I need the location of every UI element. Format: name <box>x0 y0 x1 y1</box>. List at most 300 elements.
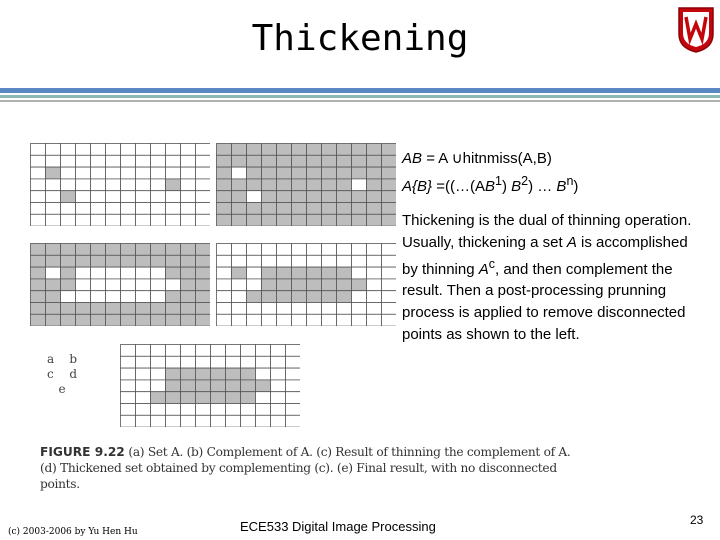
grid-cell-empty <box>166 415 181 427</box>
grid-cell-filled <box>367 144 382 156</box>
grid-cell-empty <box>226 345 241 357</box>
grid-cell-empty <box>136 144 151 156</box>
grid-cell-empty <box>196 415 211 427</box>
grid-cell-empty <box>262 255 277 267</box>
grid-cell-filled <box>382 155 397 167</box>
grid-cell-filled <box>46 167 61 179</box>
grid-cell-empty <box>247 191 262 203</box>
grid-cell-filled <box>352 155 367 167</box>
grid-cell-filled <box>352 279 367 291</box>
grid-cell-filled <box>61 255 76 267</box>
grid-cell-filled <box>307 155 322 167</box>
header-rule-teal <box>0 95 720 98</box>
formula2-dots: ) … <box>528 178 557 195</box>
grid-cell-empty <box>337 255 352 267</box>
grid-cell-filled <box>277 203 292 215</box>
grid-cell-empty <box>136 279 151 291</box>
grid-cell-filled <box>31 267 46 279</box>
grid-cell-filled <box>76 303 91 315</box>
grid-cell-filled <box>196 368 211 380</box>
grid-cell-empty <box>232 244 247 256</box>
grid-cell-empty <box>256 368 271 380</box>
grid-cell-empty <box>121 392 136 404</box>
grid-cell-filled <box>262 214 277 226</box>
grid-cell-empty <box>382 255 397 267</box>
grid-cell-filled <box>352 214 367 226</box>
grid-cell-filled <box>211 380 226 392</box>
grid-cell-empty <box>217 291 232 303</box>
grid-cell-empty <box>232 167 247 179</box>
grid-cell-empty <box>76 214 91 226</box>
grid-cell-empty <box>106 203 121 215</box>
grid-cell-filled <box>166 392 181 404</box>
grid-cell-filled <box>121 255 136 267</box>
grid-cell-empty <box>286 392 301 404</box>
grid-cell-filled <box>247 203 262 215</box>
grid-cell-filled <box>166 303 181 315</box>
grid-cell-empty <box>286 380 301 392</box>
grid-cell-empty <box>136 345 151 357</box>
grid-cell-filled <box>277 144 292 156</box>
grid-cell-filled <box>262 179 277 191</box>
grid-cell-empty <box>256 404 271 416</box>
grid-cell-empty <box>91 179 106 191</box>
grid-cell-empty <box>262 314 277 326</box>
grid-cell-empty <box>106 155 121 167</box>
grid-cell-empty <box>151 279 166 291</box>
grid-cell-filled <box>196 255 211 267</box>
grid-cell-empty <box>367 314 382 326</box>
grid-cell-empty <box>121 191 136 203</box>
grid-cell-filled <box>196 244 211 256</box>
grid-cell-filled <box>367 191 382 203</box>
grid-cell-empty <box>226 415 241 427</box>
grid-cell-empty <box>91 267 106 279</box>
grid-cell-empty <box>91 214 106 226</box>
grid-cell-filled <box>307 214 322 226</box>
grid-cell-empty <box>277 303 292 315</box>
grid-cell-filled <box>322 179 337 191</box>
grid-cell-empty <box>286 356 301 368</box>
grid-cell-empty <box>211 404 226 416</box>
grid-cell-empty <box>382 291 397 303</box>
grid-cell-empty <box>136 179 151 191</box>
grid-cell-empty <box>181 214 196 226</box>
grid-cell-empty <box>121 214 136 226</box>
grid-cell-filled <box>196 303 211 315</box>
desc-part-1: Thickening is the dual of thinning operation. Usually, thickening a set <box>402 212 692 251</box>
grid-cell-empty <box>76 167 91 179</box>
grid-cell-filled <box>76 255 91 267</box>
grid-cell-empty <box>166 356 181 368</box>
grid-cell-empty <box>136 415 151 427</box>
grid-cell-filled <box>352 203 367 215</box>
grid-cell-empty <box>61 179 76 191</box>
grid-cell-empty <box>121 267 136 279</box>
grid-cell-filled <box>292 179 307 191</box>
grid-cell-empty <box>181 404 196 416</box>
grid-cell-empty <box>196 203 211 215</box>
grid-cell-empty <box>151 368 166 380</box>
formula2-mid: ) <box>501 178 512 195</box>
grid-cell-filled <box>136 244 151 256</box>
grid-cell-filled <box>307 267 322 279</box>
grid-cell-filled <box>367 167 382 179</box>
grid-cell-filled <box>277 279 292 291</box>
grid-cell-filled <box>382 167 397 179</box>
grid-cell-empty <box>106 214 121 226</box>
grid-cell-filled <box>262 203 277 215</box>
grid-cell-filled <box>121 303 136 315</box>
grid-cell-filled <box>337 179 352 191</box>
grid-cell-empty <box>151 191 166 203</box>
grid-cell-empty <box>76 267 91 279</box>
grid-cell-empty <box>91 155 106 167</box>
grid-cell-filled <box>352 191 367 203</box>
formula2-sup1: 1 <box>494 174 502 188</box>
grid-cell-empty <box>256 345 271 357</box>
grid-cell-filled <box>151 392 166 404</box>
grid-cell-filled <box>367 203 382 215</box>
grid-cell-filled <box>382 179 397 191</box>
grid-cell-empty <box>337 244 352 256</box>
grid-cell-empty <box>151 167 166 179</box>
formula2-supn: n <box>566 174 574 188</box>
union-symbol: ∪ <box>451 150 463 167</box>
grid-cell-filled <box>232 191 247 203</box>
grid-cell-empty <box>286 368 301 380</box>
grid-cell-empty <box>232 279 247 291</box>
figure-panel-b <box>216 143 396 226</box>
grid-cell-filled <box>217 179 232 191</box>
grid-cell-empty <box>271 345 286 357</box>
grid-cell-empty <box>382 279 397 291</box>
figure-panel-a <box>30 143 210 226</box>
grid-cell-empty <box>196 214 211 226</box>
grid-cell-empty <box>241 345 256 357</box>
grid-cell-filled <box>151 314 166 326</box>
grid-cell-empty <box>217 279 232 291</box>
grid-cell-empty <box>136 155 151 167</box>
grid-cell-filled <box>46 279 61 291</box>
grid-cell-empty <box>367 267 382 279</box>
grid-cell-empty <box>382 303 397 315</box>
grid-cell-empty <box>196 345 211 357</box>
grid-cell-filled <box>382 144 397 156</box>
grid-cell-filled <box>151 303 166 315</box>
grid-cell-filled <box>292 191 307 203</box>
grid-cell-empty <box>121 345 136 357</box>
grid-cell-empty <box>91 144 106 156</box>
grid-cell-empty <box>367 244 382 256</box>
formula2-expansion: =((…(A <box>432 178 485 195</box>
page-number: 23 <box>690 513 704 527</box>
grid-cell-filled <box>307 167 322 179</box>
grid-cell-empty <box>121 415 136 427</box>
grid-cell-filled <box>292 167 307 179</box>
grid-cell-filled <box>241 380 256 392</box>
grid-cell-filled <box>106 314 121 326</box>
formula-set-a: A <box>402 150 413 167</box>
grid-cell-filled <box>61 244 76 256</box>
grid-cell-filled <box>196 314 211 326</box>
grid-cell-filled <box>217 144 232 156</box>
grid-cell-empty <box>262 303 277 315</box>
grid-cell-filled <box>352 144 367 156</box>
grid-cell-filled <box>307 144 322 156</box>
grid-cell-empty <box>151 291 166 303</box>
grid-cell-empty <box>46 191 61 203</box>
grid-cell-filled <box>292 214 307 226</box>
grid-cell-empty <box>241 356 256 368</box>
thickening-formula <box>402 148 578 198</box>
grid-cell-filled <box>277 179 292 191</box>
desc-part-2: is accomplished by thinning <box>402 233 688 278</box>
grid-cell-filled <box>166 179 181 191</box>
grid-cell-empty <box>31 203 46 215</box>
grid-cell-filled <box>196 267 211 279</box>
header-rule-blue <box>0 88 720 93</box>
grid-cell-filled <box>31 244 46 256</box>
grid-cell-empty <box>61 203 76 215</box>
grid-cell-empty <box>106 144 121 156</box>
grid-cell-filled <box>226 380 241 392</box>
grid-cell-empty <box>322 244 337 256</box>
grid-cell-filled <box>61 303 76 315</box>
grid-cell-empty <box>181 191 196 203</box>
grid-cell-filled <box>322 267 337 279</box>
grid-cell-empty <box>322 314 337 326</box>
grid-cell-filled <box>322 203 337 215</box>
grid-cell-empty <box>211 415 226 427</box>
header-rule-gray <box>0 100 720 102</box>
grid-cell-filled <box>31 255 46 267</box>
grid-cell-filled <box>217 203 232 215</box>
grid-cell-filled <box>337 144 352 156</box>
grid-cell-empty <box>61 214 76 226</box>
grid-cell-filled <box>46 303 61 315</box>
grid-cell-empty <box>166 144 181 156</box>
grid-cell-filled <box>232 203 247 215</box>
grid-cell-empty <box>151 356 166 368</box>
grid-cell-empty <box>76 144 91 156</box>
grid-cell-empty <box>76 179 91 191</box>
grid-cell-empty <box>76 203 91 215</box>
grid-cell-filled <box>232 214 247 226</box>
grid-cell-empty <box>106 279 121 291</box>
grid-cell-filled <box>181 368 196 380</box>
grid-cell-empty <box>217 314 232 326</box>
grid-cell-empty <box>151 203 166 215</box>
grid-cell-empty <box>271 368 286 380</box>
grid-cell-filled <box>217 155 232 167</box>
grid-cell-empty <box>166 345 181 357</box>
figure-panel-d <box>216 243 396 326</box>
grid-cell-empty <box>151 380 166 392</box>
grid-cell-empty <box>241 404 256 416</box>
desc-set-a: A <box>566 233 577 251</box>
grid-cell-empty <box>247 244 262 256</box>
grid-cell-empty <box>106 291 121 303</box>
grid-cell-empty <box>196 155 211 167</box>
grid-cell-empty <box>382 267 397 279</box>
grid-cell-filled <box>61 191 76 203</box>
grid-cell-empty <box>121 279 136 291</box>
grid-cell-empty <box>307 244 322 256</box>
grid-cell-filled <box>277 155 292 167</box>
grid-cell-empty <box>121 203 136 215</box>
grid-cell-empty <box>61 155 76 167</box>
panel-legend <box>47 352 77 397</box>
slide-title: Thickening <box>251 18 469 59</box>
grid-cell-empty <box>352 255 367 267</box>
grid-cell-empty <box>241 415 256 427</box>
grid-cell-filled <box>196 380 211 392</box>
grid-cell-filled <box>232 144 247 156</box>
grid-cell-empty <box>322 255 337 267</box>
grid-cell-filled <box>247 179 262 191</box>
grid-cell-empty <box>211 345 226 357</box>
grid-cell-filled <box>76 314 91 326</box>
grid-cell-filled <box>31 279 46 291</box>
grid-cell-filled <box>232 267 247 279</box>
grid-cell-empty <box>151 214 166 226</box>
grid-cell-empty <box>151 415 166 427</box>
grid-cell-filled <box>247 155 262 167</box>
legend-d: d <box>69 367 77 381</box>
grid-cell-filled <box>76 244 91 256</box>
grid-cell-empty <box>352 179 367 191</box>
grid-cell-empty <box>367 255 382 267</box>
grid-cell-empty <box>166 279 181 291</box>
grid-cell-empty <box>136 203 151 215</box>
grid-cell-filled <box>181 279 196 291</box>
formula2-set-a: A <box>402 178 413 195</box>
grid-cell-filled <box>352 167 367 179</box>
grid-cell-empty <box>337 303 352 315</box>
grid-cell-filled <box>166 368 181 380</box>
grid-cell-filled <box>337 214 352 226</box>
grid-cell-empty <box>121 291 136 303</box>
grid-cell-empty <box>271 404 286 416</box>
grid-cell-empty <box>256 392 271 404</box>
grid-cell-empty <box>181 415 196 427</box>
grid-cell-filled <box>337 279 352 291</box>
grid-cell-filled <box>46 314 61 326</box>
grid-cell-filled <box>307 203 322 215</box>
grid-cell-filled <box>262 291 277 303</box>
grid-cell-empty <box>232 255 247 267</box>
grid-cell-filled <box>46 255 61 267</box>
formula2-bn: B <box>556 178 567 195</box>
legend-c: c <box>47 367 54 381</box>
grid-cell-empty <box>247 255 262 267</box>
grid-cell-filled <box>196 279 211 291</box>
grid-cell-filled <box>61 279 76 291</box>
grid-cell-filled <box>241 392 256 404</box>
grid-cell-empty <box>382 244 397 256</box>
grid-cell-filled <box>166 267 181 279</box>
grid-cell-empty <box>286 404 301 416</box>
grid-cell-filled <box>136 255 151 267</box>
grid-cell-empty <box>292 303 307 315</box>
formula-struct-b: B <box>412 150 423 167</box>
grid-cell-empty <box>217 303 232 315</box>
grid-cell-empty <box>247 303 262 315</box>
grid-cell-empty <box>262 244 277 256</box>
grid-cell-filled <box>292 279 307 291</box>
formula2-b2: B <box>511 178 522 195</box>
grid-cell-filled <box>196 392 211 404</box>
grid-cell-filled <box>322 155 337 167</box>
grid-cell-empty <box>166 155 181 167</box>
grid-cell-empty <box>46 203 61 215</box>
desc-sup-c: c <box>488 256 495 271</box>
grid-cell-filled <box>217 191 232 203</box>
grid-cell-filled <box>262 155 277 167</box>
grid-cell-filled <box>337 191 352 203</box>
grid-cell-empty <box>31 179 46 191</box>
grid-cell-filled <box>232 155 247 167</box>
grid-cell-filled <box>247 291 262 303</box>
grid-cell-empty <box>166 404 181 416</box>
grid-cell-filled <box>307 191 322 203</box>
grid-cell-filled <box>382 203 397 215</box>
grid-cell-filled <box>121 244 136 256</box>
grid-cell-empty <box>106 267 121 279</box>
grid-cell-empty <box>271 415 286 427</box>
grid-cell-filled <box>247 214 262 226</box>
grid-cell-empty <box>271 356 286 368</box>
grid-cell-empty <box>91 279 106 291</box>
grid-cell-empty <box>151 179 166 191</box>
grid-cell-filled <box>307 179 322 191</box>
grid-cell-filled <box>31 291 46 303</box>
grid-cell-filled <box>292 267 307 279</box>
grid-cell-empty <box>181 167 196 179</box>
grid-cell-empty <box>151 267 166 279</box>
university-crest-logo <box>676 4 716 54</box>
grid-cell-empty <box>76 291 91 303</box>
grid-cell-filled <box>262 144 277 156</box>
grid-cell-empty <box>217 267 232 279</box>
grid-cell-empty <box>136 356 151 368</box>
formula-hitnmiss: hitnmiss(A,B) <box>462 150 552 167</box>
grid-cell-empty <box>136 368 151 380</box>
grid-cell-filled <box>292 155 307 167</box>
grid-cell-empty <box>256 356 271 368</box>
grid-cell-filled <box>337 203 352 215</box>
grid-cell-empty <box>151 345 166 357</box>
grid-cell-empty <box>382 314 397 326</box>
grid-cell-filled <box>151 255 166 267</box>
grid-cell-filled <box>277 214 292 226</box>
formula-equals: = A <box>422 150 452 167</box>
figure-panel-e <box>120 344 300 427</box>
grid-cell-empty <box>196 356 211 368</box>
grid-cell-filled <box>322 214 337 226</box>
grid-cell-filled <box>61 314 76 326</box>
grid-cell-filled <box>247 167 262 179</box>
grid-cell-empty <box>121 179 136 191</box>
grid-cell-empty <box>292 244 307 256</box>
grid-cell-empty <box>76 155 91 167</box>
figure-caption <box>40 444 580 492</box>
grid-cell-filled <box>292 291 307 303</box>
grid-cell-filled <box>106 244 121 256</box>
grid-cell-filled <box>181 392 196 404</box>
grid-cell-filled <box>307 279 322 291</box>
